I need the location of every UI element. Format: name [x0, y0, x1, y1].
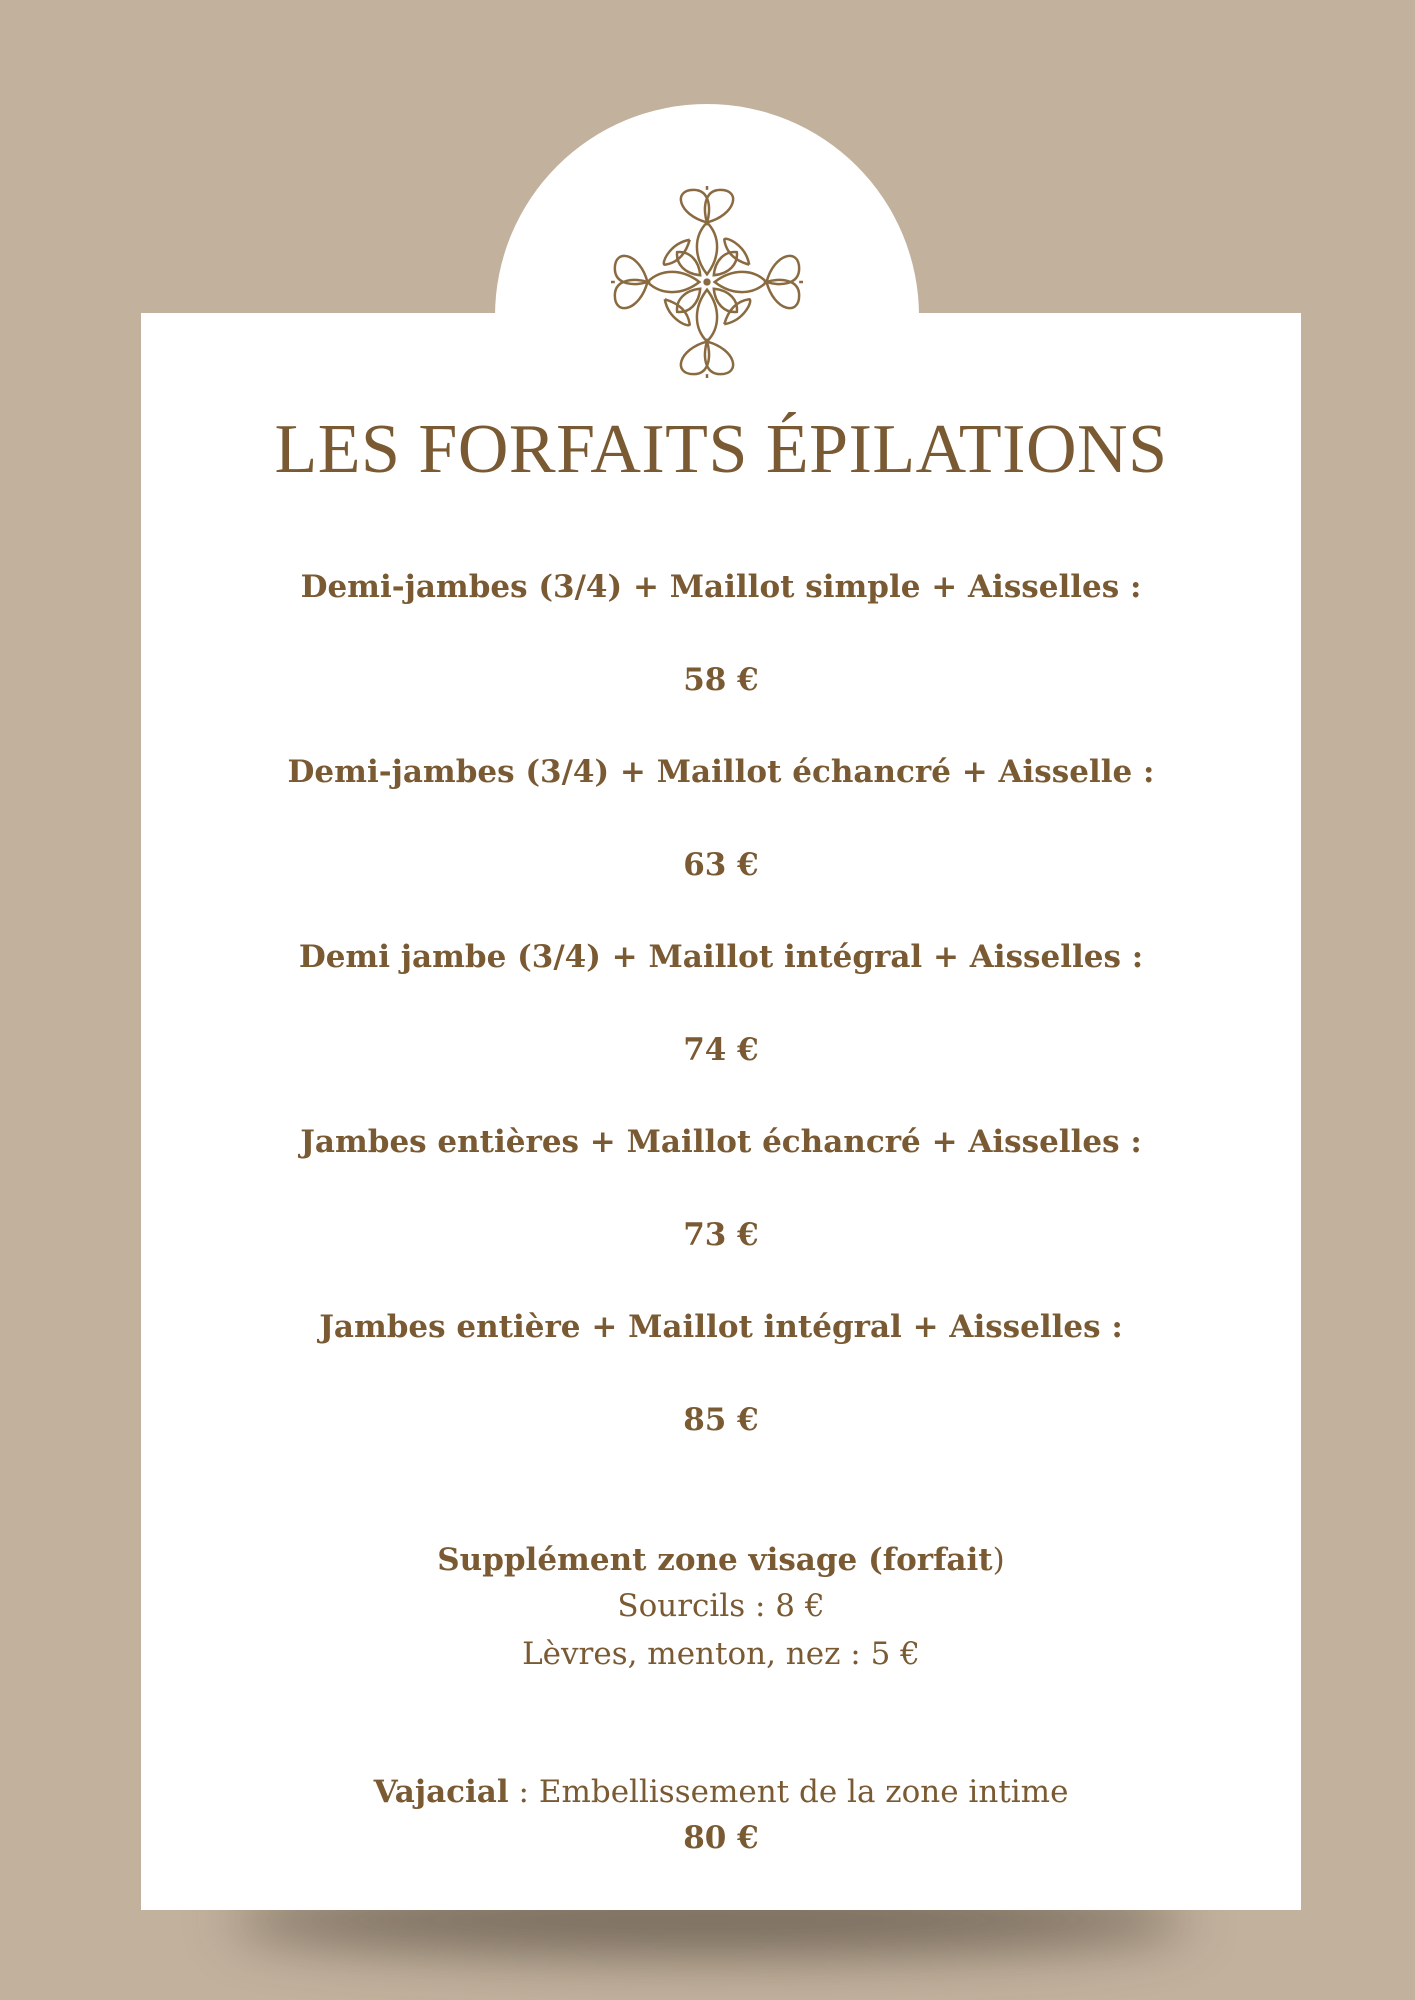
ornament-center-dot — [703, 278, 710, 285]
package-label: Demi-jambes (3/4) + Maillot simple + Aisselles : — [300, 569, 1142, 605]
supplement-item: Sourcils : 8 € — [617, 1588, 825, 1624]
vajacial-name: Vajacial — [373, 1774, 509, 1810]
package-price: 74 € — [683, 1032, 759, 1068]
package-price: 58 € — [683, 662, 759, 698]
page-title: LES FORFAITS ÉPILATIONS — [274, 411, 1168, 488]
supplement-heading — [141, 1540, 1301, 1580]
package-price: 63 € — [683, 847, 759, 883]
package-label: Jambes entières + Maillot échancré + Aisselles : — [300, 1124, 1142, 1160]
package-price: 85 € — [683, 1402, 759, 1438]
vajacial-description: : Embellissement de la zone intime — [508, 1774, 1069, 1810]
supplement-heading-text: Supplément zone visage (forfait — [437, 1542, 993, 1578]
supplement-heading-close: ) — [992, 1542, 1005, 1578]
package-price: 73 € — [683, 1217, 759, 1253]
vajacial-line — [141, 1772, 1301, 1812]
celtic-knot-ornament-icon — [611, 186, 803, 378]
vajacial-price: 80 € — [683, 1820, 759, 1856]
supplement-item: Lèvres, menton, nez : 5 € — [522, 1636, 920, 1672]
package-label: Demi jambe (3/4) + Maillot intégral + Aisselles : — [298, 939, 1144, 975]
package-label: Demi-jambes (3/4) + Maillot échancré + Aisselle : — [287, 754, 1155, 790]
package-label: Jambes entière + Maillot intégral + Aisselles : — [319, 1309, 1123, 1345]
